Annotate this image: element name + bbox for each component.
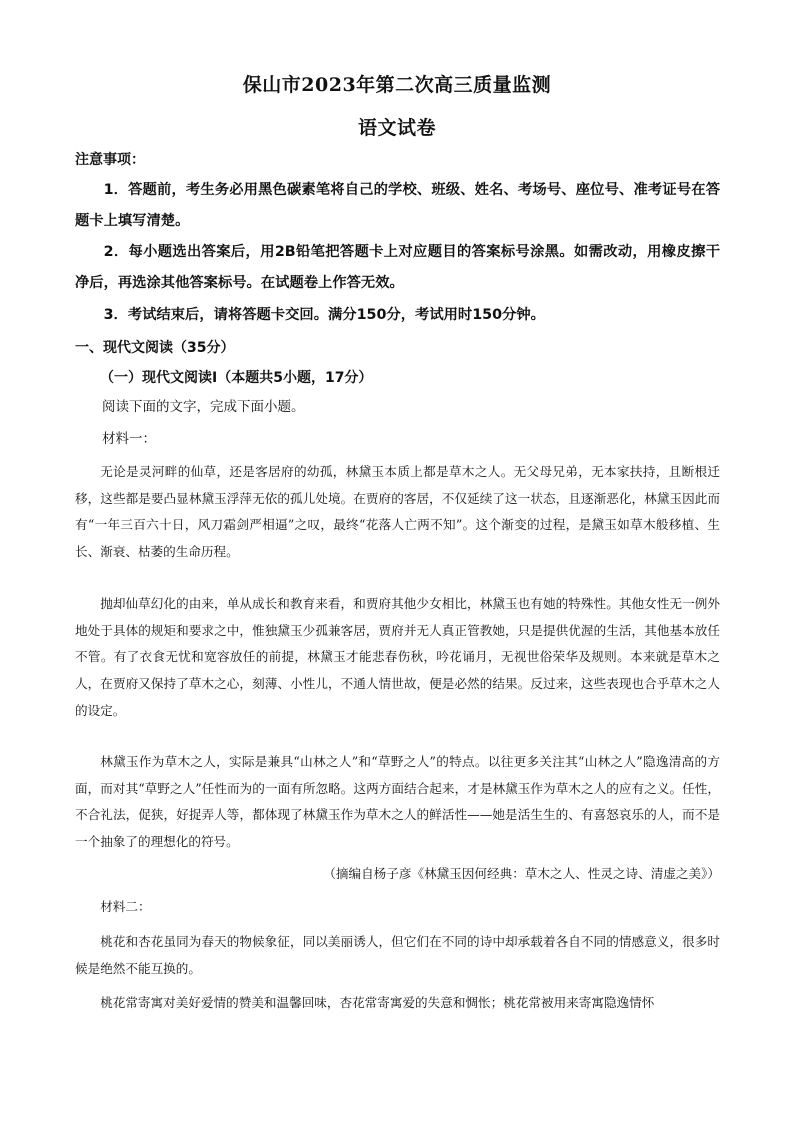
section-heading: 一、现代文阅读（35分） [75, 340, 235, 356]
material-1-source: （摘编自杨子彦《林黛玉因何经典：草木之人、性灵之诗、清虚之美》） [323, 866, 720, 881]
notice-item-2: 2．每小题选出答案后，用2B铅笔把答题卡上对应题目的答案标号涂黑。如需改动，用橡皮擦干净后，再选涂其他答案标号。在试题卷上作答无效。 [75, 244, 720, 291]
exam-title: 保山市2023年第二次高三质量监测 [242, 74, 552, 96]
notice-item-1: 1．答题前，考生务必用黑色碳素笔将自己的学校、班级、姓名、考场号、座位号、准考证号在答题卡上填写清楚。 [75, 182, 720, 229]
material-1-paragraph-3: 林黛玉作为草木之人，实际是兼具“山林之人”和“草野之人”的特点。以往更多关注其“山林之人”隐逸清高的方面，而对其“草野之人”任性而为的一面有所忽略。这两方面结合起来，才是林黛玉作为草木之人的应有之义。任性，不合礼法，促狭，好捉弄人等，都体现了林黛玉作为草木之人的鲜活性——她是活生生的、有喜怒哀乐的人，而不是一个抽象了的理想化的符号。 [75, 754, 720, 850]
reading-instruction: 阅读下面的文字，完成下面小题。 [102, 399, 305, 415]
subsection-heading: （一）现代文阅读Ⅰ（本题共5小题，17分） [100, 370, 373, 386]
notice-heading: 注意事项： [75, 152, 145, 168]
material-1-label: 材料一： [102, 431, 156, 447]
material-1-paragraph-1: 无论是灵河畔的仙草，还是客居府的幼孤，林黛玉本质上都是草木之人。无父母兄弟，无本家扶持，且断根迁移，这些都是要凸显林黛玉浮萍无依的孤儿处境。在贾府的客居，不仅延续了这一状态，且逐渐恶化，林黛玉因此而有“一年三百六十日，风刀霜剑严相逼”之叹，最终“花落人亡两不知”。这个渐变的过程，是黛玉如草木般移植、生长、渐衰、枯萎的生命历程。 [75, 464, 720, 560]
material-2-paragraph-2: 桃花常寄寓对美好爱情的赞美和温馨回味，杏花常寄寓爱的失意和惆怅；桃花常被用来寄寓隐逸情怀 [100, 995, 655, 1010]
material-2-label: 材料二： [100, 899, 151, 914]
material-2-paragraph-1: 桃花和杏花虽同为春天的物候象征，同以美丽诱人，但它们在不同的诗中却承载着各自不同的情感意义，很多时候是绝然不能互换的。 [75, 934, 720, 976]
exam-subtitle: 语文试卷 [357, 117, 436, 139]
notice-item-3: 3．考试结束后，请将答题卡交回。满分150分，考试用时150分钟。 [103, 307, 545, 323]
material-1-paragraph-2: 抛却仙草幻化的由来，单从成长和教育来看，和贾府其他少女相比，林黛玉也有她的特殊性。其他女性无一例外地处于具体的规矩和要求之中，惟独黛玉少孤兼客居，贾府并无人真正管教她，只是提供优渥的生活，其他基本放任不管。有了衣食无忧和宽容放任的前提，林黛玉才能悲春伤秋，吟花诵月，无视世俗荣华及规则。本来就是草木之人，在贾府又保持了草木之心，刻薄、小性儿，不通人情世故，便是必然的结果。反过来，这些表现也合乎草木之人的设定。 [75, 596, 720, 718]
